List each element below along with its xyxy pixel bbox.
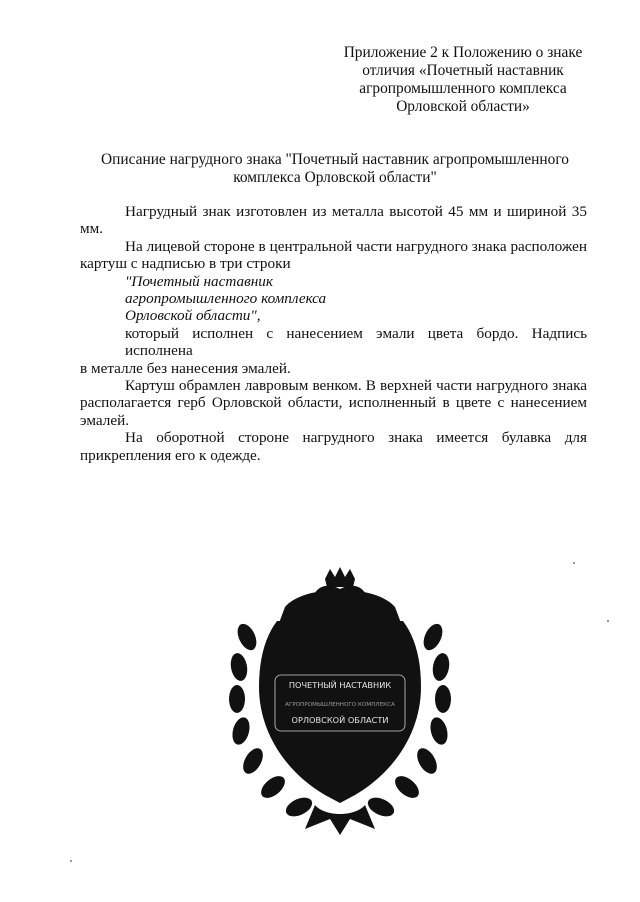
paragraph-cartouche-continued: который исполнен с нанесением эмали цвета бордо. Надпись исполнена [125, 324, 587, 360]
appendix-header [338, 44, 588, 116]
paragraph-reverse-side: На оборотной стороне нагрудного знака имеется булавка для прикрепления его к одежде. [80, 429, 587, 464]
inscription-line: Орловской области", [125, 307, 261, 325]
scan-speck [70, 860, 72, 862]
scan-speck [573, 562, 575, 564]
appendix-line: отличия «Почетный наставник [362, 62, 564, 79]
inscription-line: "Почетный наставник [125, 272, 273, 290]
document-title [80, 151, 590, 187]
badge-wreath-emblem-icon [225, 567, 455, 837]
paragraph-dimensions: Нагрудный знак изготовлен из металла высотой 45 мм и шириной 35 мм. [80, 203, 587, 238]
badge-label-line: ПОЧЕТНЫЙ НАСТАВНИК [288, 680, 392, 690]
title-line: комплекса Орловской области" [233, 169, 437, 186]
paragraph-cartouche-continued-end: в металле без нанесения эмалей. [80, 359, 291, 377]
description-body [80, 203, 587, 464]
badge-label-line: АГРОПРОМЫШЛЕННОГО КОМПЛЕКСА [285, 702, 395, 708]
appendix-line: агропромышленного комплекса [359, 80, 567, 97]
inscription-line: агропромышленного комплекса [125, 290, 327, 308]
scan-speck [607, 620, 609, 622]
paragraph-cartouche: На лицевой стороне в центральной части нагрудного знака расположен картуш с надписью в три строки [80, 237, 587, 273]
paragraph-wreath: Картуш обрамлен лавровым венком. В верхней части нагрудного знака располагается герб Орловской области, исполненный в цвете с нанесением эмалей. [80, 377, 587, 429]
badge-label-line: ОРЛОВСКОЙ ОБЛАСТИ [291, 715, 389, 725]
appendix-line: Орловской области» [396, 98, 530, 115]
appendix-line: Приложение 2 к Положению о знаке [343, 44, 583, 61]
title-line: Описание нагрудного знака "Почетный наставник агропромышленного [101, 151, 569, 168]
